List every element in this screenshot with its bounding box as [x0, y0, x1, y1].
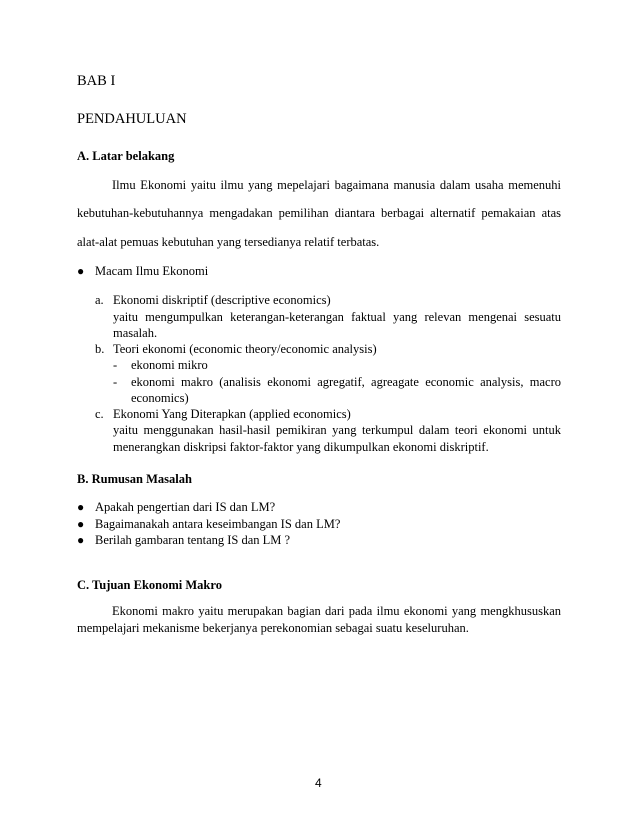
list-item-desc: masalah.: [113, 326, 158, 340]
bullet-icon: ●: [77, 500, 85, 514]
paragraph-line: Ekonomi makro yaitu merupakan bagian dari pada ilmu ekonomi yang mengkhususkan: [112, 604, 561, 618]
paragraph-line: Ilmu Ekonomi yaitu ilmu yang mepelajari bagaimana manusia dalam usaha memenuhi: [112, 178, 561, 192]
sub-item: ekonomi mikro: [131, 358, 208, 372]
bullet-item: Macam Ilmu Ekonomi: [95, 264, 209, 278]
chapter-title: PENDAHULUAN: [77, 111, 187, 127]
paragraph-line: alat-alat pemuas kebutuhan yang tersedianya relatif terbatas.: [77, 235, 380, 249]
section-heading-a: A. Latar belakang: [77, 149, 175, 163]
list-item-desc: yaitu mengumpulkan keterangan-keterangan faktual yang relevan mengenai sesuatu: [113, 310, 561, 324]
list-item-desc: menerangkan diskripsi faktor-faktor yang dikumpulkan ekonomi diskriptif.: [113, 440, 489, 454]
dash-marker: -: [113, 358, 118, 372]
list-label: c.: [95, 407, 104, 421]
bullet-icon: ●: [77, 533, 85, 547]
list-label: b.: [95, 342, 105, 356]
sub-item: ekonomi makro (analisis ekonomi agregatif, agreagate economic analysis, macro: [131, 375, 561, 389]
bullet-icon: ●: [77, 264, 85, 278]
section-heading-b: B. Rumusan Masalah: [77, 472, 192, 486]
dash-marker: -: [113, 375, 118, 389]
list-item-title: Ekonomi Yang Diterapkan (applied economics): [113, 407, 351, 421]
bullet-item: Berilah gambaran tentang IS dan LM ?: [95, 533, 291, 547]
bullet-item: Apakah pengertian dari IS dan LM?: [95, 500, 276, 514]
section-heading-c: C. Tujuan Ekonomi Makro: [77, 578, 222, 592]
paragraph-line: mempelajari mekanisme bekerjanya perekonomian sebagai suatu keseluruhan.: [77, 621, 469, 635]
list-item-desc: yaitu menggunakan hasil-hasil pemikiran yang terkumpul dalam teori ekonomi untuk: [113, 423, 561, 437]
list-item-title: Teori ekonomi (economic theory/economic analysis): [113, 342, 377, 356]
bullet-icon: ●: [77, 517, 85, 531]
page-number: 4: [315, 776, 322, 790]
chapter-label: BAB I: [77, 73, 116, 89]
paragraph-line: kebutuhan-kebutuhannya mengadakan pemilihan diantara berbagai alternatif pemakaian atas: [77, 206, 561, 220]
list-item-title: Ekonomi diskriptif (descriptive economics): [113, 293, 331, 307]
sub-item: economics): [131, 391, 189, 405]
list-label: a.: [95, 293, 104, 307]
bullet-item: Bagaimanakah antara keseimbangan IS dan LM?: [95, 517, 341, 531]
